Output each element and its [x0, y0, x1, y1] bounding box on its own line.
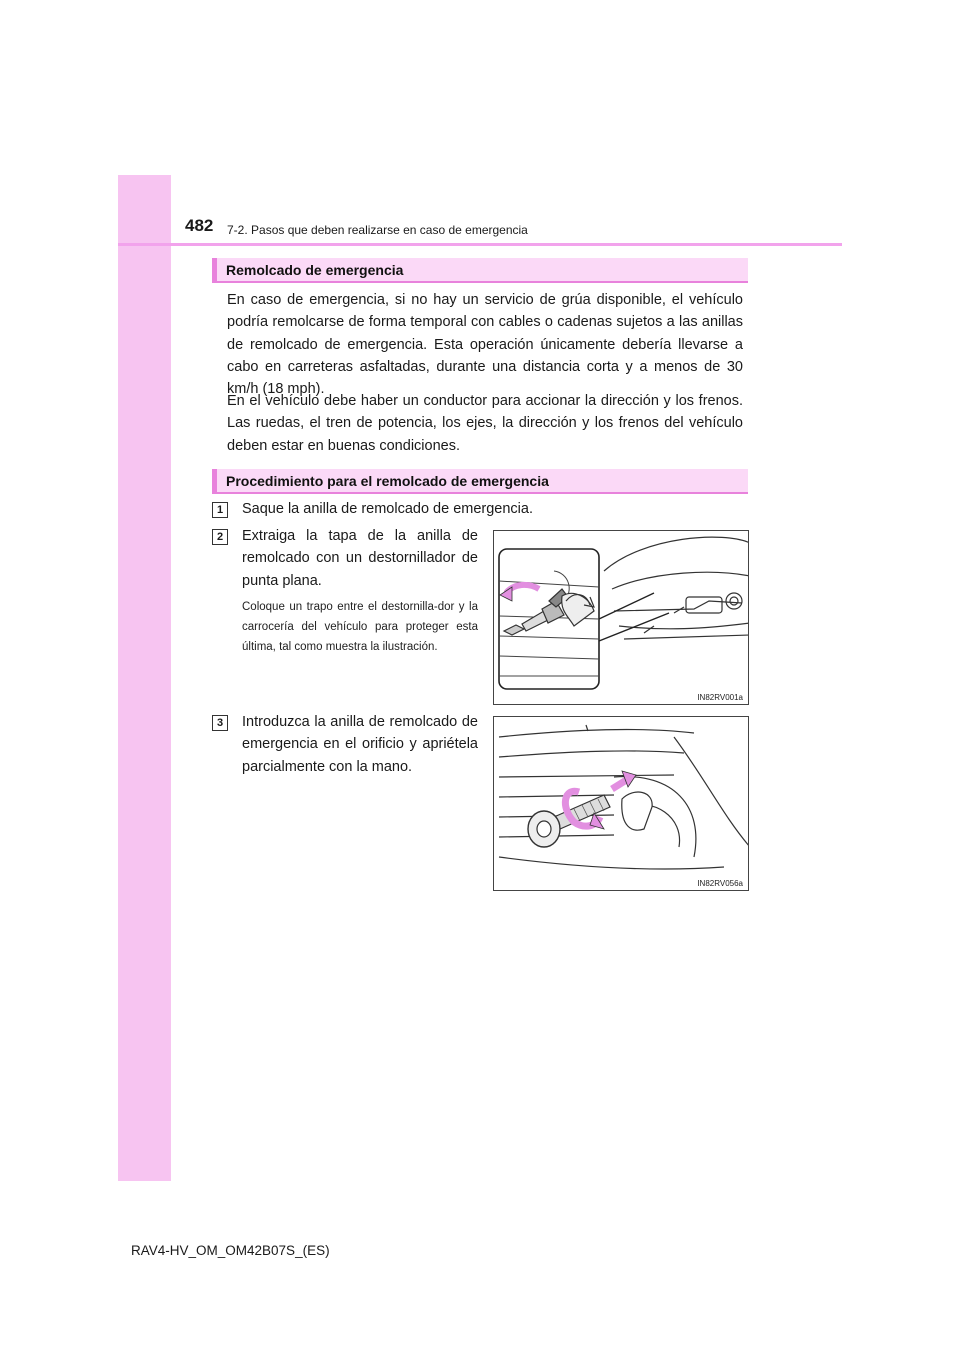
section-heading-emergency-towing: Remolcado de emergencia	[212, 258, 748, 283]
figure-insert-towing-eyelet	[493, 716, 749, 891]
step-number-1: 1	[212, 502, 228, 518]
illustration-towing-eyelet	[494, 717, 749, 891]
side-tab	[118, 175, 171, 1181]
figure-id: IN82RV056a	[697, 879, 743, 888]
document-code: RAV4-HV_OM_OM42B07S_(ES)	[131, 1243, 330, 1258]
figure-id: IN82RV001a	[697, 693, 743, 702]
step-2-text: Extraiga la tapa de la anilla de remolcado con un destornillador de punta plana.	[242, 528, 478, 589]
illustration-screwdriver-cover	[494, 531, 749, 705]
chapter-title: 7-2. Pasos que deben realizarse en caso de emergencia	[227, 223, 528, 237]
step-1-text: Saque la anilla de remolcado de emergencia.	[242, 501, 533, 517]
step-2-note: Coloque un trapo entre el destornilla-dor y la carrocería del vehículo para proteger esta última, tal como muestra la ilustración.	[242, 601, 478, 653]
page-number: 482	[185, 216, 214, 235]
driver-paragraph: En el vehículo debe haber un conductor para accionar la dirección y los frenos. Las ruedas, el tren de potencia, los ejes, la dirección y los frenos del vehículo deben estar en buenas condiciones.	[227, 393, 743, 454]
header-rule	[118, 243, 842, 246]
section-heading-procedure: Procedimiento para el remolcado de emergencia	[212, 469, 748, 494]
step-number-2: 2	[212, 529, 228, 545]
step-3-text: Introduzca la anilla de remolcado de emergencia en el orificio y apriétela parcialmente con la mano.	[242, 714, 478, 775]
intro-paragraph: En caso de emergencia, si no hay un servicio de grúa disponible, el vehículo podría remolcarse de forma temporal con cables o cadenas sujetos a las anillas de remolcado de emergencia. Esta operación únicamente debería llevarse a cabo en carreteras asfaltadas, durante una distancia corta y a menos de 30 km/h (18 mph).	[227, 292, 743, 398]
figure-remove-cover	[493, 530, 749, 705]
step-number-3: 3	[212, 715, 228, 731]
